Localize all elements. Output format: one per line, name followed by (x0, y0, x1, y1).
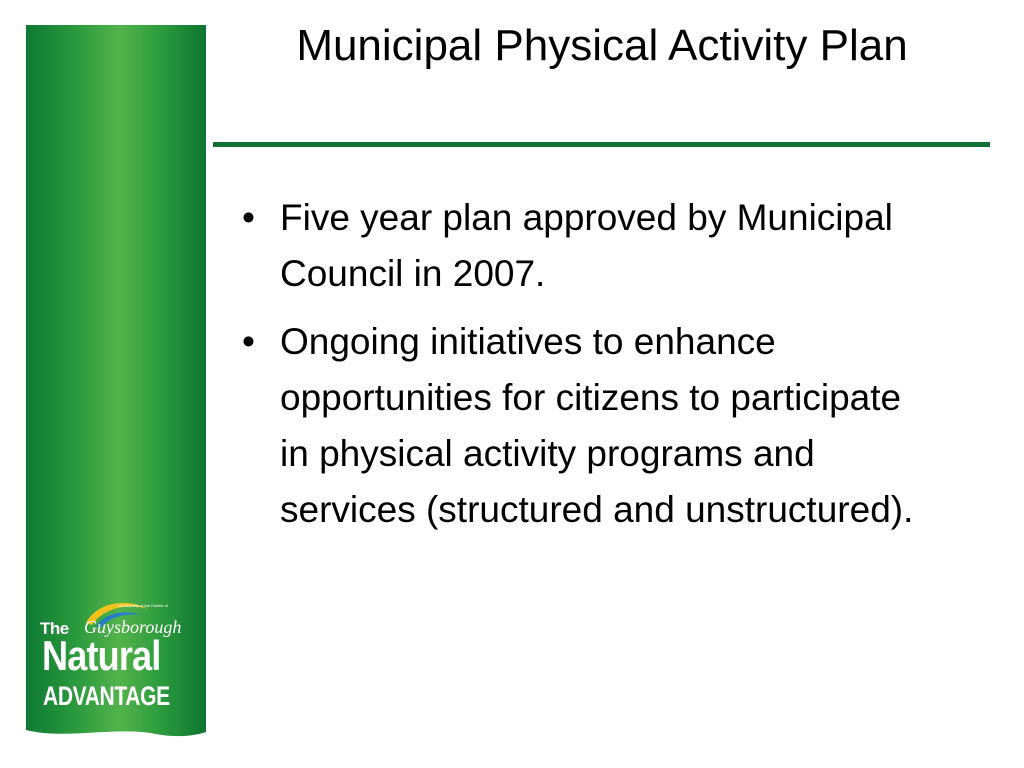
bullet-item (240, 314, 920, 538)
logo-the-text: The (40, 619, 69, 638)
bullet-list (240, 190, 920, 550)
bullet-item (240, 190, 920, 302)
green-sidebar (26, 25, 206, 740)
logo-guysborough-script: Guysborough (84, 617, 182, 637)
logo-municipality-text: Municipality of the District of (118, 603, 168, 608)
title-divider (213, 142, 990, 147)
logo-advantage-text: ADVANTAGE (43, 681, 170, 711)
bullet-text: Five year plan approved by Municipal Council in 2007. (280, 197, 893, 294)
slide-title: Municipal Physical Activity Plan (296, 21, 908, 70)
bullet-icon: • (242, 197, 255, 238)
bullet-icon: • (242, 321, 255, 362)
logo-natural-text: Natural (42, 632, 161, 679)
bullet-text: Ongoing initiatives to enhance opportunities for citizens to participate in physical activity programs and services (structured and unstructured). (280, 321, 914, 530)
natural-advantage-logo (40, 597, 202, 739)
